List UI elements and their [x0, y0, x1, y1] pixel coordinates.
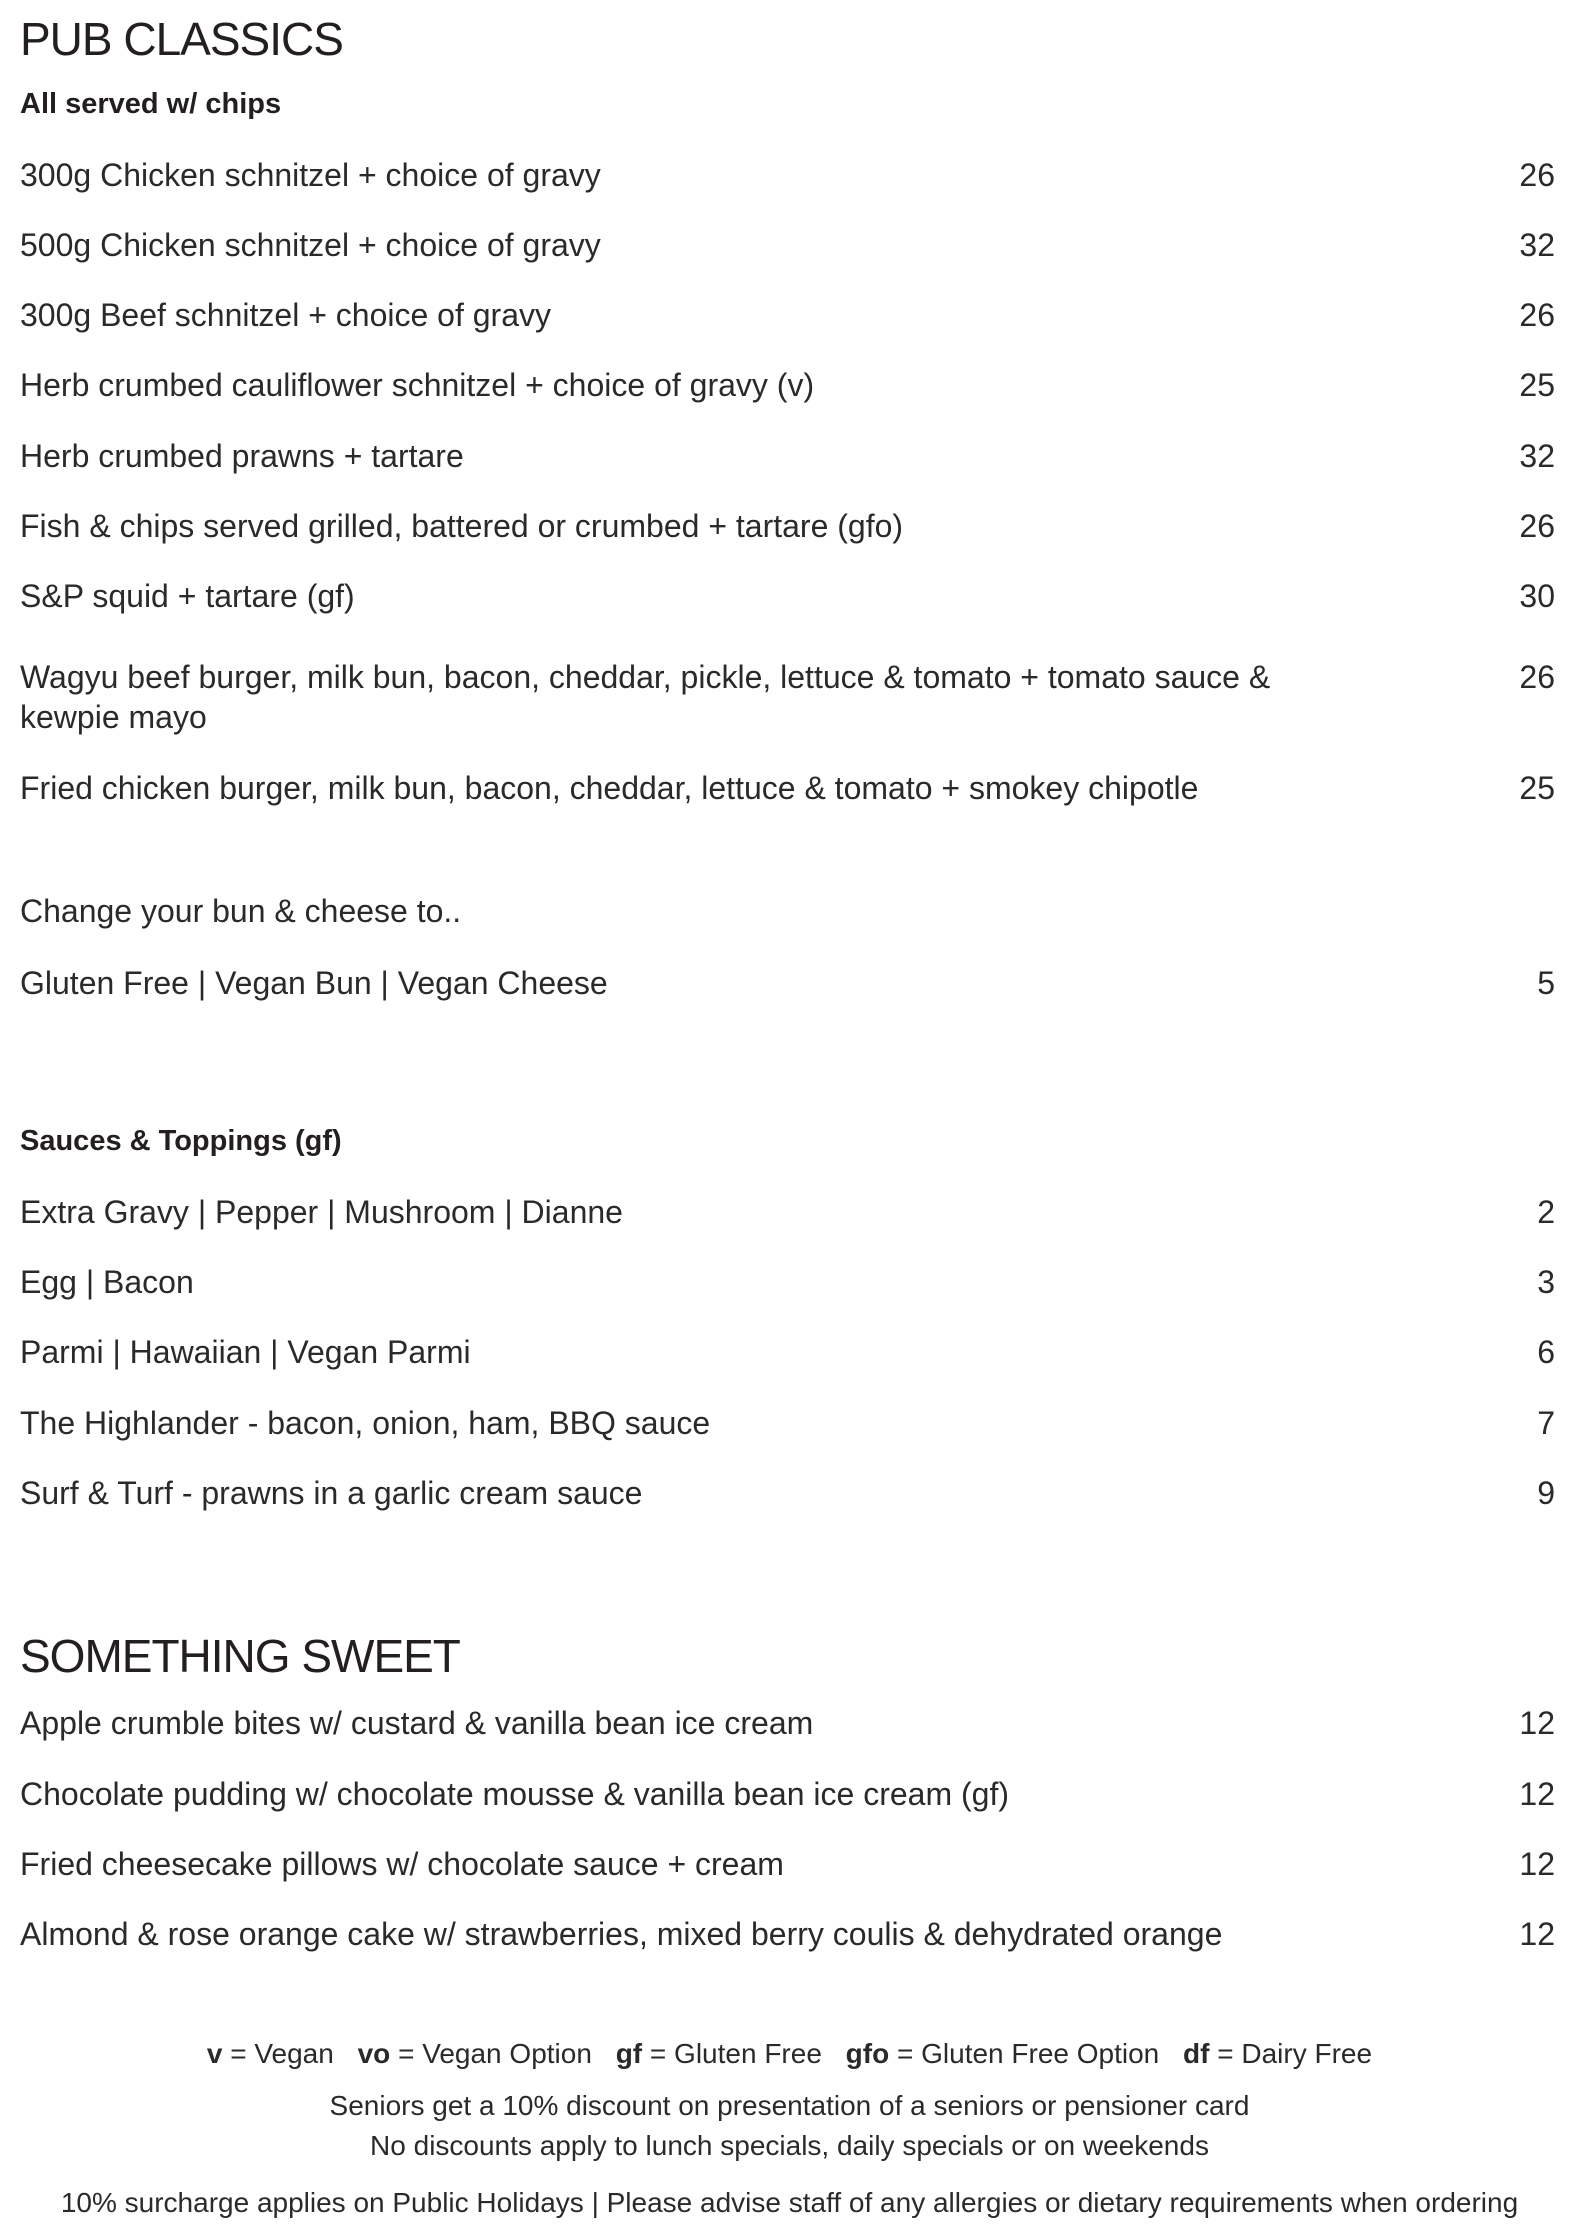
menu-item [20, 365, 1555, 405]
legend-item [358, 2038, 592, 2069]
menu-item-name: Apple crumble bites w/ custard & vanilla bean ice cream [20, 1705, 814, 1741]
menu-item [20, 1703, 1555, 1743]
menu-item-price: 25 [1519, 770, 1555, 806]
menu-item-price: 6 [1537, 1334, 1555, 1370]
sauces-title: Sauces & Toppings (gf) [20, 1125, 342, 1157]
menu-item-price: 12 [1519, 1916, 1555, 1952]
menu-item-price: 26 [1519, 659, 1555, 695]
something-sweet-title: SOMETHING SWEET [20, 1630, 460, 1682]
legend-abbr: gfo [845, 2038, 890, 2069]
menu-item-name: Extra Gravy | Pepper | Mushroom | Dianne [20, 1194, 623, 1230]
menu-item-name: Wagyu beef burger, milk bun, bacon, cheddar, pickle, lettuce & tomato + tomato sauce & kewpie mayo [20, 659, 1271, 735]
legend-text: = Vegan Option [398, 2038, 592, 2069]
menu-item [20, 1332, 1555, 1372]
menu-item-name: Egg | Bacon [20, 1264, 194, 1300]
menu-item-price: 26 [1519, 297, 1555, 333]
no-discounts-note: No discounts apply to lunch specials, daily specials or on weekends [370, 2130, 1209, 2161]
menu-item [20, 1262, 1555, 1302]
legend-item [616, 2038, 822, 2069]
menu-item-name: Gluten Free | Vegan Bun | Vegan Cheese [20, 965, 608, 1001]
menu-item [20, 576, 1555, 616]
seniors-discount-note: Seniors get a 10% discount on presentation of a seniors or pensioner card [329, 2090, 1250, 2121]
menu-item [20, 963, 1555, 1003]
menu-item [20, 768, 1555, 808]
menu-item [20, 1473, 1555, 1513]
legend-text: = Gluten Free [649, 2038, 822, 2069]
menu-item-name: 300g Beef schnitzel + choice of gravy [20, 297, 551, 333]
menu-item-name: Herb crumbed prawns + tartare [20, 438, 464, 474]
legend-text: = Dairy Free [1217, 2038, 1373, 2069]
menu-item [20, 1192, 1555, 1232]
menu-item-price: 32 [1519, 227, 1555, 263]
menu-item-name: The Highlander - bacon, onion, ham, BBQ sauce [20, 1405, 711, 1441]
change-bun-note: Change your bun & cheese to.. [20, 893, 462, 929]
legend-item [1183, 2038, 1372, 2069]
menu-item [20, 657, 1555, 737]
menu-item-name: 500g Chicken schnitzel + choice of gravy [20, 227, 601, 263]
menu-item [20, 1774, 1555, 1814]
legend-abbr: v [206, 2038, 223, 2069]
menu-item [20, 1403, 1555, 1443]
menu-item-price: 12 [1519, 1846, 1555, 1882]
menu-item-price: 5 [1537, 965, 1555, 1001]
menu-item-name: Surf & Turf - prawns in a garlic cream sauce [20, 1475, 643, 1511]
legend-text: = Vegan [230, 2038, 334, 2069]
menu-item-price: 7 [1537, 1405, 1555, 1441]
legend-abbr: df [1183, 2038, 1210, 2069]
menu-item [20, 436, 1555, 476]
menu-item-price: 2 [1537, 1194, 1555, 1230]
menu-item [20, 506, 1555, 546]
menu-item-price: 3 [1537, 1264, 1555, 1300]
legend-abbr: gf [615, 2038, 643, 2069]
menu-item-price: 26 [1519, 508, 1555, 544]
menu-item-price: 25 [1519, 367, 1555, 403]
legend-item [846, 2038, 1160, 2069]
menu-item-price: 26 [1519, 157, 1555, 193]
surcharge-note: 10% surcharge applies on Public Holidays | Please advise staff of any allergies or dietary requirements when ordering [60, 2187, 1519, 2218]
menu-item-name: S&P squid + tartare (gf) [20, 578, 355, 614]
menu-item-price: 9 [1537, 1475, 1555, 1511]
menu-item-name: Almond & rose orange cake w/ strawberries, mixed berry coulis & dehydrated orange [20, 1916, 1223, 1952]
menu-item-price: 30 [1519, 578, 1555, 614]
menu-item-name: Fried cheesecake pillows w/ chocolate sauce + cream [20, 1846, 784, 1882]
menu-item-name: 300g Chicken schnitzel + choice of gravy [20, 157, 601, 193]
legend-text: = Gluten Free Option [896, 2038, 1160, 2069]
menu-item-name: Parmi | Hawaiian | Vegan Parmi [20, 1334, 471, 1370]
dietary-legend [0, 2036, 1579, 2072]
menu-item [20, 295, 1555, 335]
menu-item [20, 1844, 1555, 1884]
legend-abbr: vo [357, 2038, 391, 2069]
menu-item-name: Fried chicken burger, milk bun, bacon, cheddar, lettuce & tomato + smokey chipotle [20, 770, 1199, 806]
menu-item-name: Herb crumbed cauliflower schnitzel + choice of gravy (v) [20, 367, 815, 403]
menu-item-name: Fish & chips served grilled, battered or crumbed + tartare (gfo) [20, 508, 904, 544]
legend-item [207, 2038, 334, 2069]
menu-item [20, 155, 1555, 195]
menu-item [20, 225, 1555, 265]
menu-item-price: 12 [1519, 1776, 1555, 1812]
pub-classics-subtitle: All served w/ chips [20, 88, 282, 120]
menu-item-price: 32 [1519, 438, 1555, 474]
pub-classics-title: PUB CLASSICS [20, 13, 343, 65]
menu-item-price: 12 [1519, 1705, 1555, 1741]
menu-item [20, 1914, 1555, 1954]
menu-item-name: Chocolate pudding w/ chocolate mousse & vanilla bean ice cream (gf) [20, 1776, 1009, 1812]
